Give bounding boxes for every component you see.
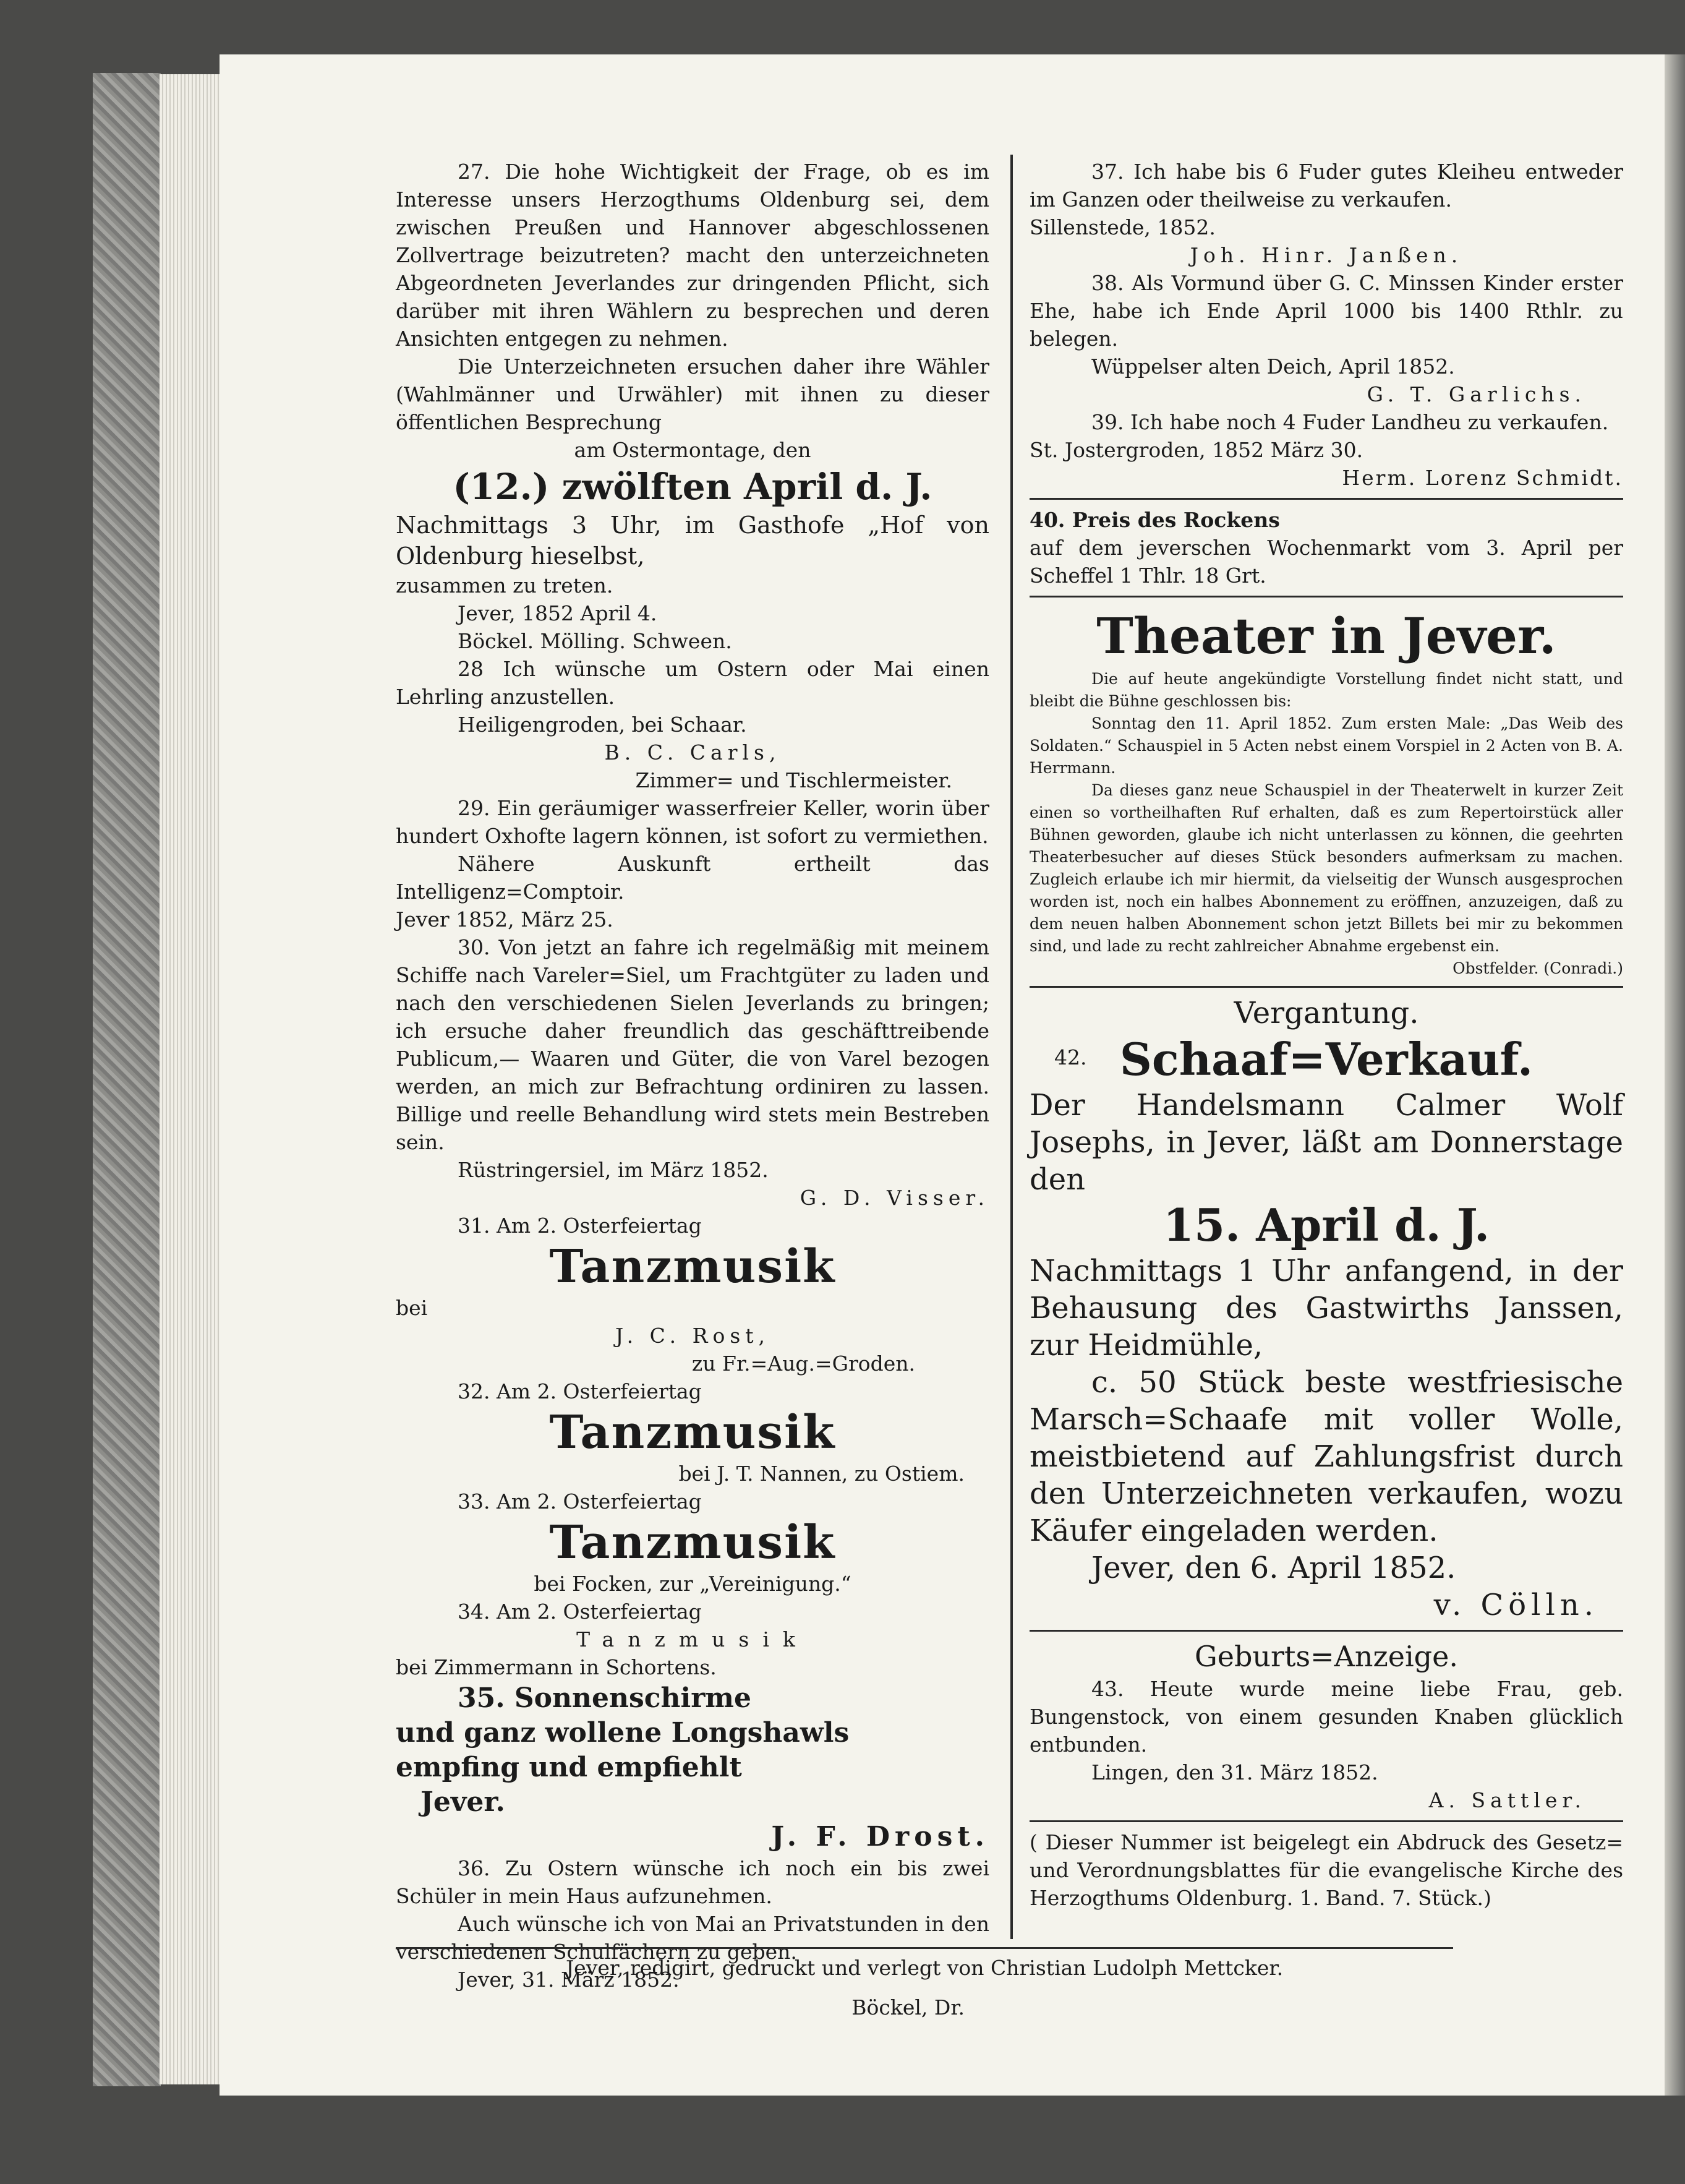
notice-39-place: St. Jostergroden, 1852 März 30. [1030, 438, 1363, 462]
notice-39-signer: Herm. Lorenz Schmidt. [1342, 466, 1623, 490]
notice-28-place: Heiligengroden, bei Schaar. [458, 713, 747, 737]
schaaf-verkauf-heading: Schaaf=Verkauf. [1119, 1033, 1534, 1086]
notice-31: 31. Am 2. Osterfeiertag [458, 1214, 702, 1238]
notice-36: 36. Zu Ostern wünsche ich noch ein bis zwei Schüler in mein Haus aufzunehmen. [396, 1856, 989, 1908]
notice-42-number: 42. [1054, 1045, 1087, 1069]
rule-above-40 [1030, 498, 1623, 500]
notice-27-signatories: Böckel. Mölling. Schween. [458, 629, 732, 653]
tanzmusik-heading-1: Tanzmusik [549, 1240, 836, 1293]
notice-27-assemble: zusammen zu treten. [396, 573, 613, 597]
notice-38: 38. Als Vormund über G. C. Minssen Kinder erster Ehe, habe ich Ende April 1000 bis 1400 Rthlr. zu belegen. [1030, 271, 1623, 351]
notice-28: 28 Ich wünsche um Ostern oder Mai einen Lehrling anzustellen. [396, 657, 989, 709]
notice-28-signer: B. C. Carls, [604, 740, 781, 764]
notice-32-host: bei J. T. Nannen, zu Ostiem. [678, 1462, 965, 1486]
notice-38-place: Wüppelser alten Deich, April 1852. [1091, 354, 1455, 379]
page-fold-shadow [1665, 54, 1685, 2096]
notice-40-text: auf dem jeverschen Wochenmarkt vom 3. April per Scheffel 1 Thlr. 18 Grt. [1030, 536, 1623, 588]
theater-premiere: Sonntag den 11. April 1852. Zum ersten Male: „Das Weib des Soldaten.“ Schauspiel in 5 Acten nebst einem Vorspiel in 2 Acten von B. A. Herrmann. [1030, 714, 1623, 777]
notice-27: 27. Die hohe Wichtigkeit der Frage, ob es im Interesse unsers Herzogthums Oldenburg sei, dem zwischen Preußen und Hannover abgeschlossenen Zollvertrage beizutreten? macht den unterzeichneten Abgeordneten Jeverlandes zur dringenden Pflicht, sich darüber mit ihren Wählern zu besprechen und deren Ansichten entgegen zu nehmen. [396, 160, 989, 351]
notice-35-heading: 35. Sonnenschirme [458, 1682, 751, 1714]
notice-43-place-date: Lingen, den 31. März 1852. [1091, 1760, 1378, 1784]
notice-35-signer: J. F. Drost. [771, 1821, 989, 1852]
right-column [1030, 158, 1623, 1912]
page-edges [160, 74, 221, 2084]
birth-heading: Geburts=Anzeige. [1195, 1640, 1458, 1673]
rule-above-theater [1030, 596, 1623, 597]
tanzmusik-heading-3: Tanzmusik [549, 1516, 836, 1569]
notice-32: 32. Am 2. Osterfeiertag [458, 1379, 702, 1403]
sale-signer: v. Cölln. [1433, 1588, 1598, 1622]
notice-34: 34. Am 2. Osterfeiertag [458, 1599, 702, 1624]
footer-rule [396, 1947, 1453, 1949]
theater-signer: Obstfelder. (Conradi.) [1453, 959, 1623, 977]
notice-29: 29. Ein geräumiger wasserfreier Keller, worin über hundert Oxhofte lagern können, ist sofort zu vermiethen. [396, 796, 989, 848]
notice-31-bei: bei [396, 1296, 428, 1320]
notice-37: 37. Ich habe bis 6 Fuder gutes Kleiheu entweder im Ganzen oder theilweise zu verkaufen. [1030, 160, 1623, 212]
notice-31-host: J. C. Rost, [615, 1324, 770, 1348]
theater-description: Da dieses ganz neue Schauspiel in der Theaterwelt in kurzer Zeit einen so vortheilhaften Ruf erhalten, daß es zum Repertoirstück aller Bühnen geworden, glaube ich nicht unterlassen zu können, die geehrten Theaterbesucher auf dieses Stück besonders aufmerksam zu machen. Zugleich erlaube ich mir hiermit, da vielseitig der Wunsch ausgesprochen worden ist, noch ein halbes Abonnement zu eröffnen, anzuzeigen, daß zu dem neuen halben Abonnement schon jetzt Billets bei mir zu bekommen sind, und lade zu recht zahlreicher Abnahme ergebenst ein. [1030, 781, 1623, 955]
vergantung-heading: Vergantung. [1234, 996, 1419, 1030]
supplement-note: ( Dieser Nummer ist beigelegt ein Abdruck des Gesetz= und Verordnungsblattes für die evangelische Kirche des Herzogthums Oldenburg. 1. Band. 7. Stück.) [1030, 1830, 1623, 1910]
notice-38-signer: G. T. Garlichs. [1367, 382, 1586, 406]
notice-27-date-intro: am Ostermontage, den [574, 438, 811, 462]
notice-37-place: Sillenstede, 1852. [1030, 215, 1216, 239]
sale-heading-row [1030, 1032, 1623, 1087]
notice-36-private: Auch wünsche ich von Mai an Privatstunden in den verschiedenen Schulfächern zu geben. [396, 1912, 989, 1964]
notice-27-time-place: Nachmittags 3 Uhr, im Gasthofe „Hof von Oldenburg hieselbst, [396, 512, 989, 570]
left-column [396, 158, 989, 2021]
sale-time-place: Nachmittags 1 Uhr anfangend, in der Behausung des Gastwirths Janssen, zur Heidmühle, [1030, 1254, 1623, 1363]
notice-29-info: Nähere Auskunft ertheilt das Intelligenz=Comptoir. [396, 852, 989, 904]
notice-35-place: Jever. [420, 1786, 505, 1818]
notice-37-signer: Joh. Hinr. Janßen. [1190, 243, 1463, 267]
notice-30-signer: G. D. Visser. [800, 1186, 989, 1210]
notice-43: 43. Heute wurde meine liebe Frau, geb. Bungenstock, von einem gesunden Knaben glücklich entbunden. [1030, 1677, 1623, 1757]
notice-34-tanzmusik: Tanzmusik [576, 1627, 809, 1651]
notice-27-request: Die Unterzeichneten ersuchen daher ihre Wähler (Wahlmänner und Urwähler) mit ihnen zu dieser öffentlichen Besprechung [396, 354, 989, 434]
notice-30-place: Rüstringersiel, im März 1852. [458, 1158, 769, 1182]
notice-34-host: bei Zimmermann in Schortens. [396, 1655, 717, 1679]
theater-closed: Die auf heute angekündigte Vorstellung findet nicht statt, und bleibt die Bühne geschlossen bis: [1030, 670, 1623, 710]
notice-39: 39. Ich habe noch 4 Fuder Landheu zu verkaufen. [1091, 410, 1609, 434]
imprint: Jever, redigirt, gedruckt und verlegt von Christian Ludolph Mettcker. [565, 1956, 1284, 1980]
notice-43-signer: A. Sattler. [1428, 1788, 1586, 1812]
notice-35-items: und ganz wollene Longshawls [396, 1717, 850, 1749]
notice-30: 30. Von jetzt an fahre ich regelmäßig mit meinem Schiffe nach Vareler=Siel, um Frachtgüter zu laden und nach den verschiedenen Sielen Jeverlands zu bringen; ich ersuche daher freundlich das geschäfttreibende Publicum,— Waaren und Güter, die von Varel bezogen werden, an mich zur Befrachtung ordiniren zu lassen. Billige und reelle Behandlung wird stets mein Bestreben sein. [396, 935, 989, 1154]
book-spine [93, 73, 161, 2086]
notice-35-offer: empfing und empfiehlt [396, 1752, 742, 1783]
sale-place-date: Jever, den 6. April 1852. [1091, 1551, 1456, 1585]
rule-above-geburt [1030, 1630, 1623, 1632]
column-divider [1010, 155, 1013, 1939]
notice-27-date: (12.) zwölften April d. J. [453, 466, 932, 508]
sale-date: 15. April d. J. [1162, 1199, 1490, 1251]
notice-31-location: zu Fr.=Aug.=Groden. [691, 1351, 915, 1376]
rule-above-vergantung [1030, 986, 1623, 988]
sale-details: c. 50 Stück beste westfriesische Marsch=Schaafe mit voller Wolle, meistbietend auf Zahlungsfrist durch den Unterzeichneten verkaufen, wozu Käufer eingeladen werden. [1030, 1365, 1623, 1548]
notice-40-heading: 40. Preis des Rockens [1030, 508, 1280, 532]
notice-27-place-date: Jever, 1852 April 4. [458, 601, 657, 625]
notice-28-trade: Zimmer= und Tischlermeister. [635, 768, 952, 792]
rule-above-supplement [1030, 1820, 1623, 1822]
notice-33: 33. Am 2. Osterfeiertag [458, 1489, 702, 1514]
tanzmusik-heading-2: Tanzmusik [549, 1406, 836, 1459]
notice-29-date: Jever 1852, März 25. [396, 907, 613, 931]
notice-36-date: Jever, 31. März 1852. [458, 1968, 680, 1992]
notice-33-host: bei Focken, zur „Vereinigung.“ [534, 1572, 851, 1596]
notice-36-signer: Böckel, Dr. [851, 1995, 965, 2019]
sale-merchant: Der Handelsmann Calmer Wolf Josephs, in Jever, läßt am Donnerstage den [1030, 1088, 1623, 1197]
theater-heading: Theater in Jever. [1096, 607, 1556, 665]
